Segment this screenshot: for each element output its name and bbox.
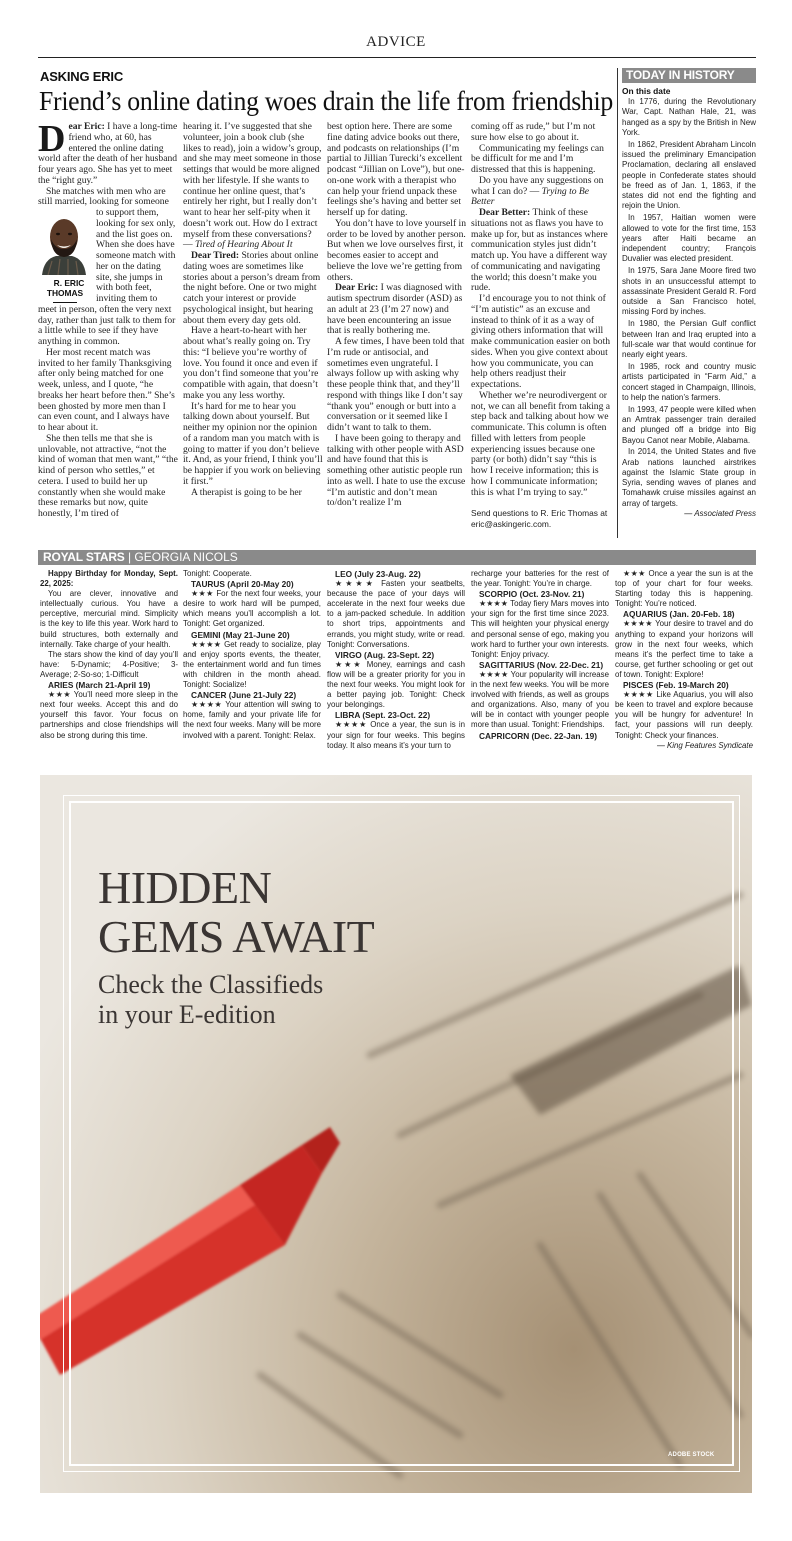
star-rating: ★★★★ [623,619,653,629]
letter-signature: Trying to Be Better [471,185,590,208]
article-paragraph [471,391,611,499]
letter-salutation: Dear Eric: [335,282,379,294]
horoscope-text: TAURUS (April 20-May 20) [191,579,294,590]
author-caption: R. ERIC THOMAS [46,277,85,298]
horoscope-paragraph [183,700,321,740]
horoscope-separator: | [124,550,135,564]
ad-subheadline: Check the Classifieds in your E-edition [98,970,324,1029]
horoscope-text: — King Features Syndicate [656,740,753,750]
horoscope-paragraph [327,579,465,650]
author-photo [38,209,90,275]
horoscope-author: GEORGIA NICOLS [134,550,238,564]
article-paragraph [471,294,611,391]
horoscope-column-3 [327,569,465,751]
horoscope-text: SCORPIO (Oct. 23-Nov. 21) [479,589,585,600]
horoscope-paragraph [615,690,753,740]
article-paragraph [471,144,611,176]
horoscope-text: Your popularity will increase in the next few weeks. You will be more involved with friends, as well as groups and organizations. Also, many of you will be in contact with younger people more than usual. Tonight: Friendships. [471,669,609,730]
section-header: ADVICE [366,34,426,50]
horoscope-text: Money, earnings and cash flow will be a greater priority for you in the next four weeks. You might look for a better paying job. Tonight: Check your belongings. [327,659,465,710]
article-column-4 [471,122,611,529]
letter-salutation: Dear Tired: [191,250,240,261]
horoscope-column-5 [615,569,753,751]
article-paragraph [471,208,611,294]
paragraph-text: She then tells me that she is unlovable, not attractive, “not the kind of woman that men want,” “the kind of person who settles,” et cetera. I used to build her up constantly when she would make these remarks but now, quite honestly, I’m tired of [38,432,178,519]
paragraph-text: Think of these situations not as flaws you have to make up for, but as instances where communication styles just didn’t match up. You have a different way of communicating and navigating the world; this doesn’t make you rude. [471,207,608,294]
history-item: In 1975, Sara Jane Moore fired two shots in an unsuccessful attempt to assassinate President Gerald R. Ford outside a San Francisco hotel, missing Ford by inches. [622,266,756,317]
horoscope-paragraph [183,589,321,629]
horoscope-text: CAPRICORN (Dec. 22-Jan. 19) [479,730,598,741]
paragraph-text: A therapist is going to be her [191,486,302,498]
history-item: In 1776, during the Revolutionary War, Capt. Nathan Hale, 21, was hanged as a spy by the British in New York. [622,97,756,137]
paragraph-text: Whether we’re neurodivergent or not, we can all benefit from taking a step back and talking about how we communicate. This column is often filled with letters from people experiencing issues because one party (or both) didn’t say “this is how I receive information; this is how I communicate information; this is what I’m trying to say.” [471,389,611,498]
paragraph-text: A few times, I have been told that I’m rude or antisocial, and sometimes even ungrateful. I always follow up with asking why these people think that, and they’ll respond with things like I don’t say “thank you” enough or butt into a conversation or it seemed like I didn’t want to talk to them. [327,336,465,433]
zodiac-sign-heading [40,680,178,690]
horoscope-text: Once a year the sun is at the top of your chart for four weeks. Starting today this is happening. Tonight: You’re noticed. [615,569,753,609]
article-column-3 [327,122,467,509]
horoscope-paragraph [183,640,321,690]
article-paragraph [38,187,178,348]
horoscope-text: CANCER (June 21-July 22) [191,690,297,701]
horoscope-text: Fasten your seatbelts, because the pace of your days will accelerate in the next four weeks due to a jam-packed schedule. In addition to short trips, appointments and errands, you might study, write or read. Tonight: Conversations. [327,579,465,649]
zodiac-sign-heading [471,589,609,599]
history-item: In 2014, the United States and five Arab nations launched airstrikes against the Islamic State group in Syria, sending waves of planes and Tomahawk cruise missiles against an array of targets. [622,447,756,508]
letter-signature: Tired of Hearing About It [195,239,293,251]
zodiac-sign-heading [183,630,321,640]
horoscope-text: Your attention will swing to home, family and your private life for the next four weeks. Many will be more involved with a parent. Tonight: Relax. [183,700,321,740]
paragraph-text: I have a long-time friend who, at 60, has entered the online dating world after the death of her husband four years ago. She has yet to meet the “right guy.” [38,121,178,186]
horoscope-paragraph [471,599,609,660]
star-rating: ★★★ [191,589,214,599]
paragraph-text: Do you have any suggestions on what I can do? — [471,174,604,197]
classifieds-advertisement[interactable] [40,775,752,1493]
horoscope-text: AQUARIUS (Jan. 20-Feb. 18) [623,609,735,620]
article-paragraph [327,219,467,284]
author-photo-block [38,209,92,303]
article-paragraph [327,122,467,219]
article-paragraph [327,434,467,509]
horoscope-text: Get ready to socialize, play and enjoy sports events, the theater, the entertainment world and fun times with children in the month ahead. Tonight: Socialize! [183,639,321,690]
horoscope-text: recharge your batteries for the rest of the year. Tonight: You’re in charge. [471,569,609,589]
history-credit: — Associated Press [684,509,756,519]
horoscope-text: For the next four weeks, your desire to work hard will be pumped, which means you’ll accomplish a lot. Tonight: Get organized. [183,589,321,629]
zodiac-sign-heading [327,710,465,720]
letter-salutation: Dear Better: [479,207,531,218]
horoscope-text: The stars show the kind of day you’ll have: 5-Dynamic; 4-Positive; 3-Average; 2-So-so; 1-Difficult [40,649,178,679]
paragraph-text: Communicating my feelings can be difficult for me and I’m distressed that this is happening. [471,142,604,175]
article-paragraph [183,122,323,251]
article-paragraph [38,434,178,520]
article-column-1 [38,118,178,520]
paragraph-text: She matches with men who are still married, looking for someone to support them, looking for sex only, and the list goes on. When she does have someone match with her on the dating site, she jumps in with both feet, inviting them to meet in person, often the very next day, rather than just talk to them for a little while to see if they have anything in common. [38,185,176,347]
article-paragraph [471,122,611,144]
horoscope-title: ROYAL STARS [43,550,125,564]
history-item: In 1862, President Abraham Lincoln issued the preliminary Emancipation Proclamation, declaring all enslaved people in Confederate states should be freed as of Jan. 1, 1863, if the states did not end the fighting and rejoin the Union. [622,139,756,211]
horoscope-text: VIRGO (Aug. 23-Sept. 22) [335,649,435,660]
horoscope-text: LIBRA (Sept. 23-Oct. 22) [335,710,431,721]
star-rating: ★★★ [335,659,363,669]
ad-headline: HIDDEN GEMS AWAIT [98,862,375,962]
horoscope-paragraph [40,650,178,680]
paragraph-text: Have a heart-to-heart with her about what’s really going on. Try this: “I believe you’re worthy of love. You found it once and even if you don’t find someone that you’re compatible with again, that doesn’t make you any less worthy. [183,325,319,401]
star-rating: ★★★★ [191,639,222,649]
horoscope-paragraph [471,569,609,589]
horoscope-text: You’ll need more sleep in the next four weeks. Accept this and do yourself this favor. Your focus on partnerships and close friendships will also be strong during this time. [40,690,178,740]
history-subtitle: On this date [622,86,671,96]
article-paragraph [471,176,611,208]
zodiac-sign-heading [471,731,609,741]
paragraph-text: Her most recent match was invited to her family Thanksgiving after only being matched for one week, unless, and I quote, “he breaks her heart before then.” She’s been ghosted by more men than I can even count, and I always have to hear about it. [38,346,175,433]
zodiac-sign-heading [183,690,321,700]
letter-salutation: Dear Eric: [38,118,105,160]
horoscope-paragraph [615,619,753,680]
horoscope-paragraph [471,670,609,731]
horoscope-header [38,550,756,565]
article-paragraph [327,337,467,434]
horoscope-paragraph [40,690,178,740]
zodiac-sign-heading [615,609,753,619]
horoscope-column-2 [183,569,321,741]
zodiac-sign-heading [471,660,609,670]
horoscope-column-1 [40,569,178,741]
today-in-history-box [622,68,756,519]
horoscope-text: Tonight: Cooperate. [183,569,252,578]
column-kicker: ASKING ERIC [40,69,124,84]
horoscope-text: Happy Birthday for Monday, Sept. 22, 2025: [40,569,178,589]
article-paragraph [327,283,467,337]
paragraph-text: best option here. There are some fine dating advice books out there, and podcasts on relationships (I’m partial to Jillian Turecki’s excellent podcast “Jillian on Love”), but one-on-one work with a therapist who can help your friend unpack these feelings she’s having and better set herself up for dating. [327,121,465,218]
paragraph-text: You don’t have to love yourself in order to be loved by another person. But when we love ourselves first, it becomes easier to accept and believe the love we’re getting from others. [327,217,467,283]
horoscope-text: SAGITTARIUS (Nov. 22-Dec. 21) [479,659,604,670]
paragraph-text: Send questions to R. Eric Thomas at eric@askingeric.com. [471,508,608,529]
article-paragraph [183,251,323,326]
star-rating: ★★★★ [479,599,508,609]
star-rating: ★★★★ [335,720,368,730]
paragraph-text: I’d encourage you to not think of “I’m autistic” as an excuse and instead to think of it as a way of giving others information that will make communication easier on both sides. When you give context about how you communicate, you can help others readjust their expectations. [471,293,611,390]
horoscope-paragraph [327,720,465,750]
horoscope-paragraph [183,569,321,579]
zodiac-sign-heading [183,579,321,589]
history-item: In 1985, rock and country music artists participated in “Farm Aid,” a concert staged in Champaign, Illinois, to help the nation’s farmers. [622,361,756,402]
paragraph-text: Stories about online dating woes are sometimes like stories about a person’s dream from the night before. One or two might catch your interest or provide psychological insight, but hearing about them every day gets old. [183,250,321,326]
star-rating: ★★★★ [335,579,376,589]
horoscope-text: ARIES (March 21-April 19) [48,680,151,691]
caption-rule [53,302,77,303]
photo-credit: ADOBE STOCK [668,1452,715,1458]
sidebar-divider [617,68,618,538]
history-item: In 1993, 47 people were killed when an Amtrak passenger train derailed and plunged off a bridge into Big Bayou Canot near Mobile, Alabama. [622,404,756,445]
horoscope-paragraph [40,569,178,589]
horoscope-text: Once a year, the sun is in your sign for four weeks. This begins today. It also means it’s your turn to [327,720,466,750]
article-headline: Friend’s online dating woes drain the life from friendship [39,86,613,116]
history-title: TODAY IN HISTORY [622,68,756,83]
star-rating: ★★★★ [623,690,654,700]
header-divider [38,57,756,58]
horoscope-text: GEMINI (May 21-June 20) [191,629,290,640]
star-rating: ★★★★ [479,669,509,679]
horoscope-text: Today fiery Mars moves into your sign for the first time since 2023. This will heighten your physical energy and personal sense of ego, making you work hard to further your own interests. Tonight: Enjoy privacy. [471,599,610,659]
horoscope-text: Your desire to travel and do anything to expand your horizons will grow in the next four weeks, which means it’s the perfect time to take a course, get further schooling or get out of town. Tonight: Explore! [615,619,753,679]
star-rating: ★★★ [623,569,646,578]
paragraph-text: I was diagnosed with autism spectrum disorder (ASD) as an adult at 23 (I’m 27 now) and have been encountering an issue that is really bothering me. [327,282,463,337]
star-rating: ★★★ [48,690,72,700]
history-item: In 1980, the Persian Gulf conflict between Iran and Iraq erupted into a full-scale war that would continue for nearly eight years. [622,319,756,360]
horoscope-text: LEO (July 23-Aug. 22) [335,569,421,579]
article-paragraph [183,488,323,499]
horoscope-text: You are clever, innovative and intellectually curious. You have a perceptive, mercurial mind. Simplicity is the key to life this year. Work hard to build structures, both externally and internally. Take charge of your health. [40,589,178,649]
article-paragraph [38,118,178,187]
horoscope-text: PISCES (Feb. 19-March 20) [623,680,729,691]
paragraph-text: It’s hard for me to hear you talking down about yourself. But neither my opinion nor the opinion of a random man you match with is going to matter if you don’t believe it. And, as your friend, I think you’ll be happier if you work on believing it first.” [183,400,323,487]
horoscope-paragraph [327,660,465,710]
horoscope-text: Like Aquarius, you will also be keen to travel and explore because you will be hungry for adventure! In fact, your passions will run deeply. Tonight: Check your finances. [615,690,753,740]
history-item: In 1957, Haitian women were allowed to vote for the first time, 153 years after Haiti became an independent country; François Duvalier was elected president. [622,213,756,264]
article-paragraph [38,348,178,434]
horoscope-paragraph [40,589,178,650]
article-paragraph [471,508,611,529]
paragraph-text: coming off as rude,” but I’m not sure how else to go about it. [471,121,596,143]
zodiac-sign-heading [327,569,465,579]
syndicate-credit [615,741,753,751]
zodiac-sign-heading [615,680,753,690]
article-paragraph [183,326,323,401]
article-column-2 [183,122,323,498]
zodiac-sign-heading [327,650,465,660]
article-paragraph [183,402,323,488]
paragraph-text: hearing it. I’ve suggested that she volunteer, join a book club (she likes to read), join a widow’s group, and she may meet someone in those settings that would be more aligned with her lifestyle. If she wants to continue her online quest, that’s entirely her right, but I really don’t want to hear her self-pity when it doesn’t work out. How do I extract myself from these conversations? — [183,121,322,251]
horoscope-column-4 [471,569,609,741]
star-rating: ★★★★ [191,700,223,710]
horoscope-paragraph [615,569,753,609]
history-items [622,97,756,509]
paragraph-text: I have been going to therapy and talking with other people with ASD and have found that this is something other autistic people run into as well. I hate to use the excuse “I’m autistic and don’t mean to/don’t realize I’m [327,432,466,509]
